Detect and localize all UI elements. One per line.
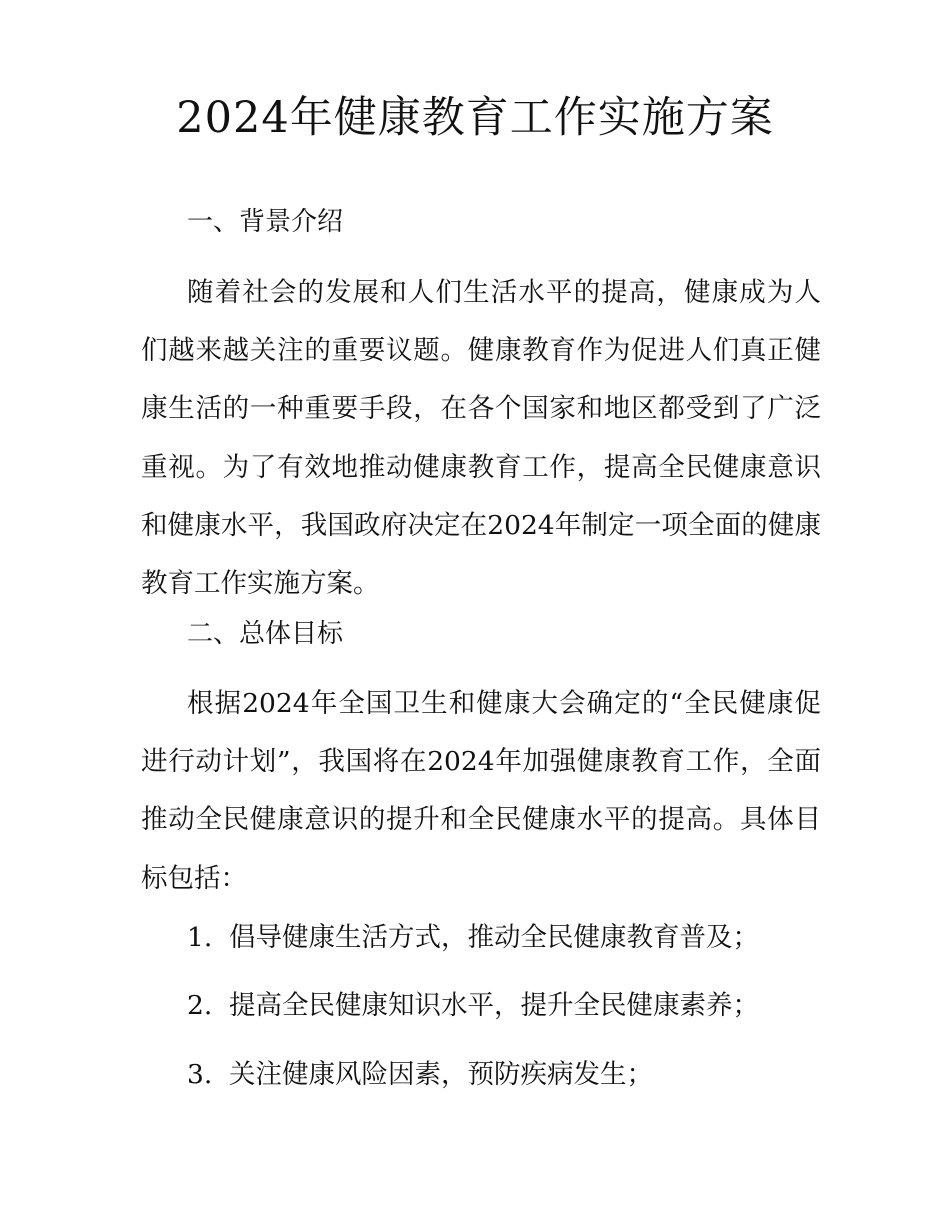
document-title: 2024年健康教育工作实施方案: [176, 93, 774, 143]
list-item-text: 倡导健康生活方式，推动全民健康教育普及；: [229, 922, 759, 953]
goals-paragraph: 根据2024年全国卫生和健康大会确定的“全民健康促进行动计划”，我国将在2024年加强健康教育工作，全面推动全民健康意识的提升和全民健康水平的提高。具体目标包括：: [141, 688, 821, 894]
goal-list-item: [187, 918, 759, 958]
background-paragraph: 随着社会的发展和人们生活水平的提高，健康成为人们越来越关注的重要议题。健康教育作为促进人们真正健康生活的一种重要手段，在各个国家和地区都受到了广泛重视。为了有效地推动健康教育工作，提高全民健康意识和健康水平，我国政府决定在2024年制定一项全面的健康教育工作实施方案。: [141, 277, 821, 600]
list-item-text: 关注健康风险因素，预防疾病发生；: [229, 1059, 653, 1090]
goal-list-item: [187, 986, 759, 1026]
list-item-number: 3.: [187, 1059, 213, 1090]
list-item-number: 2.: [187, 990, 213, 1021]
section-heading-background: 一、背景介绍: [187, 207, 344, 237]
section-heading-goals: 二、总体目标: [187, 619, 344, 649]
list-item-number: 1.: [187, 922, 213, 953]
list-item-text: 提高全民健康知识水平，提升全民健康素养；: [229, 990, 759, 1021]
goal-list-item: [187, 1055, 653, 1095]
